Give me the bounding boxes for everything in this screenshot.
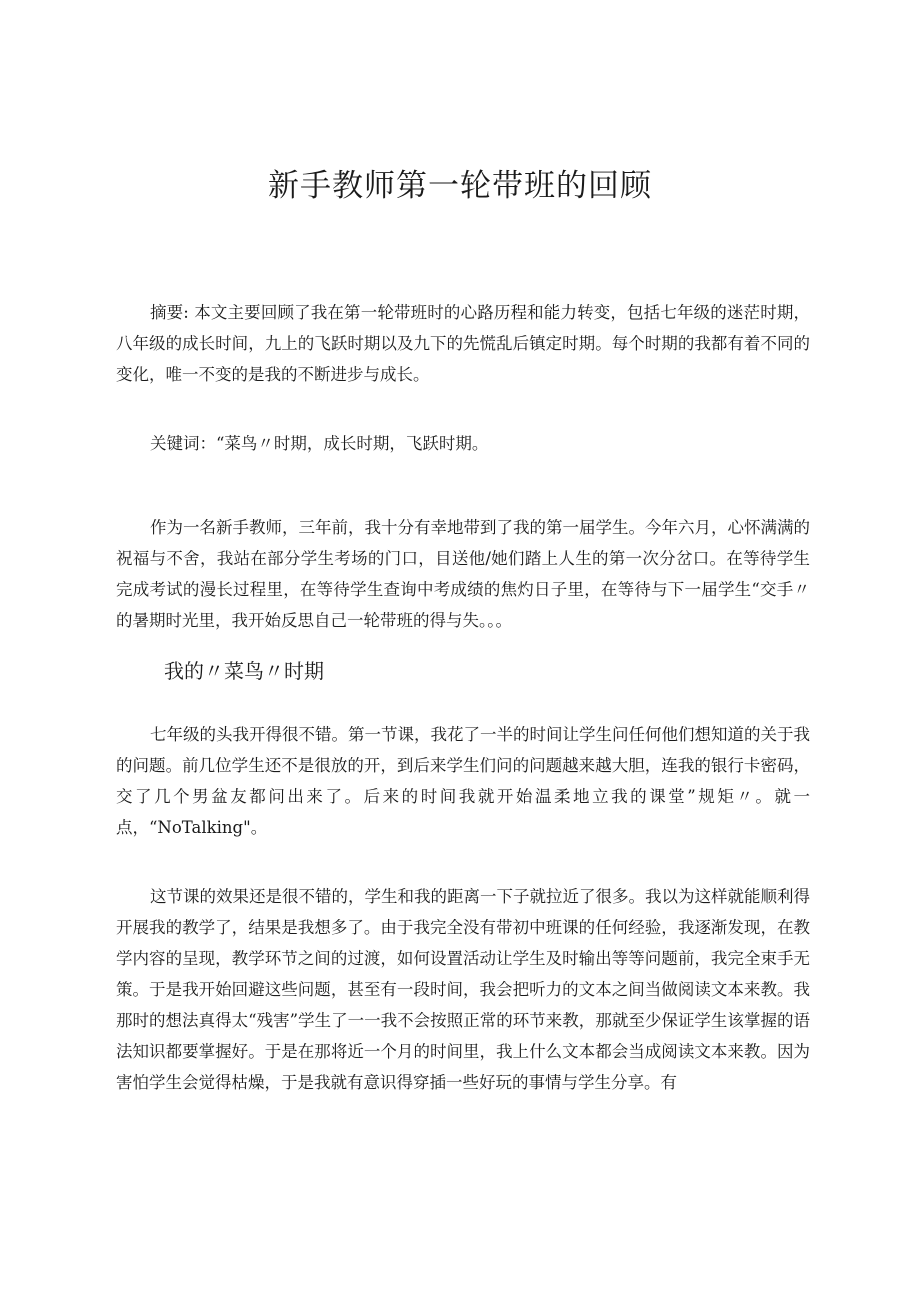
document-title: 新手教师第一轮带班的回顾 bbox=[268, 168, 652, 204]
section-heading: 我的〃菜鸟〃时期 bbox=[164, 659, 324, 683]
effect-paragraph: 这节课的效果还是很不错的，学生和我的距离一下子就拉近了很多。我以为这样就能顺利得开展我的教学了，结果是我想多了。由于我完全没有带初中班课的任何经验，我逐渐发现，在教学内容的呈现，教学环节之间的过渡，如何设置活动让学生及时输出等等问题前，我完全束手无策。于是我开始回避这些问题，甚至有一段时间，我会把听力的文本之间当做阅读文本来教。我那时的想法真得太“残害”学生了一一我不会按照正常的环节来教，那就至少保证学生该掌握的语法知识都要掌握好。于是在那将近一个月的时间里，我上什么文本都会当成阅读文本来教。因为害怕学生会觉得枯燥，于是我就有意识得穿插一些好玩的事情与学生分享。有 bbox=[116, 887, 810, 1092]
abstract-paragraph: 摘要: 本文主要回顾了我在第一轮带班时的心路历程和能力转变，包括七年级的迷茫时期，八年级的成长时间，九上的飞跃时期以及九下的先慌乱后镇定时期。每个时期的我都有着不同的变化，唯一不变的是我的不断进步与成长。 bbox=[116, 303, 810, 384]
seventh-grade-paragraph: 七年级的头我开得很不错。第一节课，我花了一半的时间让学生问任何他们想知道的关于我的问题。前几位学生还不是很放的开，到后来学生们问的问题越来越大胆，连我的银行卡密码，交了几个男盆友都问出来了。后来的时间我就开始温柔地立我的课堂”规矩〃。就一点，“NoTalking"。 bbox=[116, 725, 810, 837]
keywords-paragraph: 关键词：“菜鸟〃时期，成长时期，飞跃时期。 bbox=[150, 434, 489, 453]
intro-paragraph: 作为一名新手教师，三年前，我十分有幸地带到了我的第一届学生。今年六月，心怀满满的祝福与不舍，我站在部分学生考场的门口，目送他/她们踏上人生的第一次分岔口。在等待学生完成考试的漫长过程里，在等待学生查询中考成绩的焦灼日子里，在等待与下一届学生“交手〃的暑期时光里，我开始反思自己一轮带班的得与失。。。 bbox=[116, 518, 810, 630]
